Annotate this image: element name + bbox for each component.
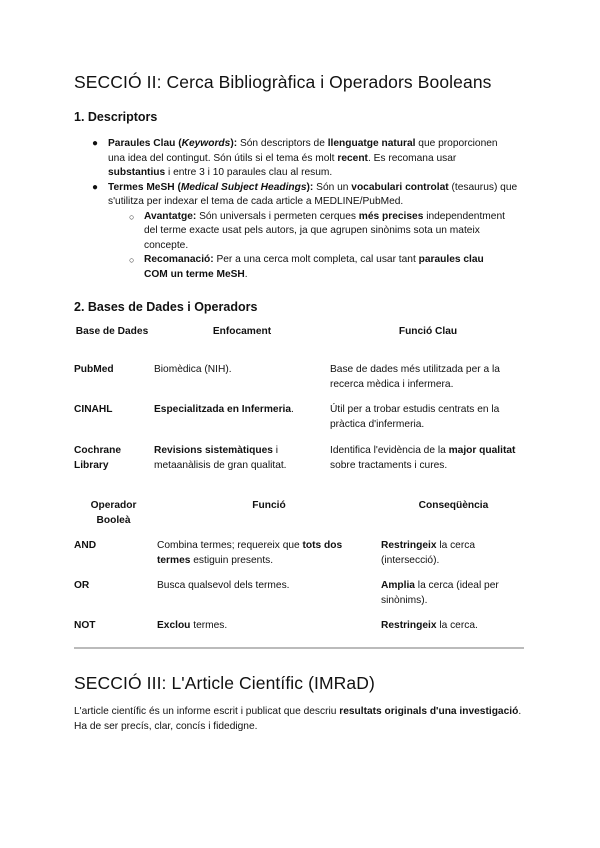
advantage-item: ○ Avantatge: Són universals i permeten cerques més precises independentment del terme exacte usat pels autors, ja que agrupen sinònims sota un mateix concepte.	[129, 210, 505, 251]
table-header-cell: Funció Clau	[398, 326, 458, 337]
bullet-icon: ●	[92, 181, 99, 193]
section-2-title: SECCIÓ II: Cerca Bibliogràfica i Operadors Booleans	[74, 72, 492, 92]
db-focus: Biomèdica (NIH).	[154, 364, 232, 375]
table-header-cell: Enfocament	[212, 326, 272, 337]
table-row	[74, 363, 526, 403]
operator-name: AND	[74, 540, 97, 551]
operator-function: Combina termes; requereix que tots dos termes estiguin presents.	[157, 540, 343, 566]
table-header-cell: Conseqüència	[418, 500, 489, 511]
table-header-cell: Base de Dades	[75, 326, 149, 337]
db-name: CINAHL	[74, 404, 113, 415]
descriptors-heading: 1. Descriptors	[74, 110, 158, 124]
db-function: Identifica l'evidència de la major qualitat sobre tractaments i cures.	[330, 445, 516, 471]
table-header-cell: Funció	[252, 500, 286, 511]
table-row	[74, 403, 526, 444]
section-3-paragraph: L'article científic és un informe escrit i publicat que descriu resultats originals d'una investigació. Ha de ser precís, clar, concís i fidedigne.	[74, 706, 522, 732]
table-header-row	[74, 325, 526, 363]
operator-name: NOT	[74, 620, 96, 631]
mesh-sublist	[129, 210, 519, 283]
databases-heading: 2. Bases de Dades i Operadors	[74, 300, 258, 314]
operator-consequence: Amplia la cerca (ideal per sinònims).	[381, 580, 499, 606]
table-row	[74, 444, 526, 484]
bullet-icon: ●	[92, 138, 99, 149]
hollow-bullet-icon: ○	[129, 211, 135, 222]
db-name: PubMed	[74, 364, 114, 375]
section-3-title: SECCIÓ III: L'Article Científic (IMRaD)	[74, 673, 375, 693]
db-focus: Especialitzada en Infermeria.	[154, 404, 294, 415]
hollow-bullet-icon: ○	[129, 255, 135, 265]
db-function: Útil per a trobar estudis centrats en la pràctica d'infermeria.	[330, 404, 500, 430]
operator-function: Exclou termes.	[157, 620, 228, 631]
db-focus: Revisions sistemàtiques i metaanàlisis de gran qualitat.	[154, 445, 287, 471]
descriptors-list	[92, 137, 526, 282]
operator-function: Busca qualsevol dels termes.	[157, 580, 290, 591]
table-header-row	[74, 499, 526, 539]
recommendation-item: ○ Recomanació: Per a una cerca molt completa, cal usar tant paraules clau COM un terme MeSH.	[129, 254, 484, 280]
operators-table	[74, 499, 526, 641]
operator-consequence: Restringeix la cerca.	[381, 620, 478, 631]
operator-name: OR	[74, 580, 90, 591]
operator-consequence: Restringeix la cerca (intersecció).	[381, 540, 475, 566]
db-name: Cochrane Library	[74, 445, 121, 471]
db-function: Base de dades més utilitzada per a la recerca mèdica i infermera.	[330, 364, 500, 390]
keywords-item: ● Paraules Clau (Keywords): Són descriptors de llenguatge natural que proporcionen una idea del contingut. Són útils si el tema és molt recent. Es recomana usar substantius i entre 3 i 10 paraules clau al resum.	[92, 138, 498, 178]
section-divider	[74, 647, 524, 649]
table-row	[74, 619, 526, 641]
table-header-cell: Operador Booleà	[90, 500, 137, 526]
databases-table	[74, 325, 526, 484]
table-row	[74, 539, 526, 579]
table-row	[74, 579, 526, 619]
mesh-item: ● Termes MeSH (Medical Subject Headings): Són un vocabulari controlat (tesaurus) que s'utilitza per indexar el tema de cada article a MEDLINE/PubMed. ○ Avantatge: Són universals i permeten cerques més precises independentment del terme exacte usat pels autors, ja que agrupen sinònims sota un mateix concepte. ○ Recomanació: Per a una cerca molt completa, cal usar tant paraules clau COM un terme MeSH.	[108, 181, 518, 283]
